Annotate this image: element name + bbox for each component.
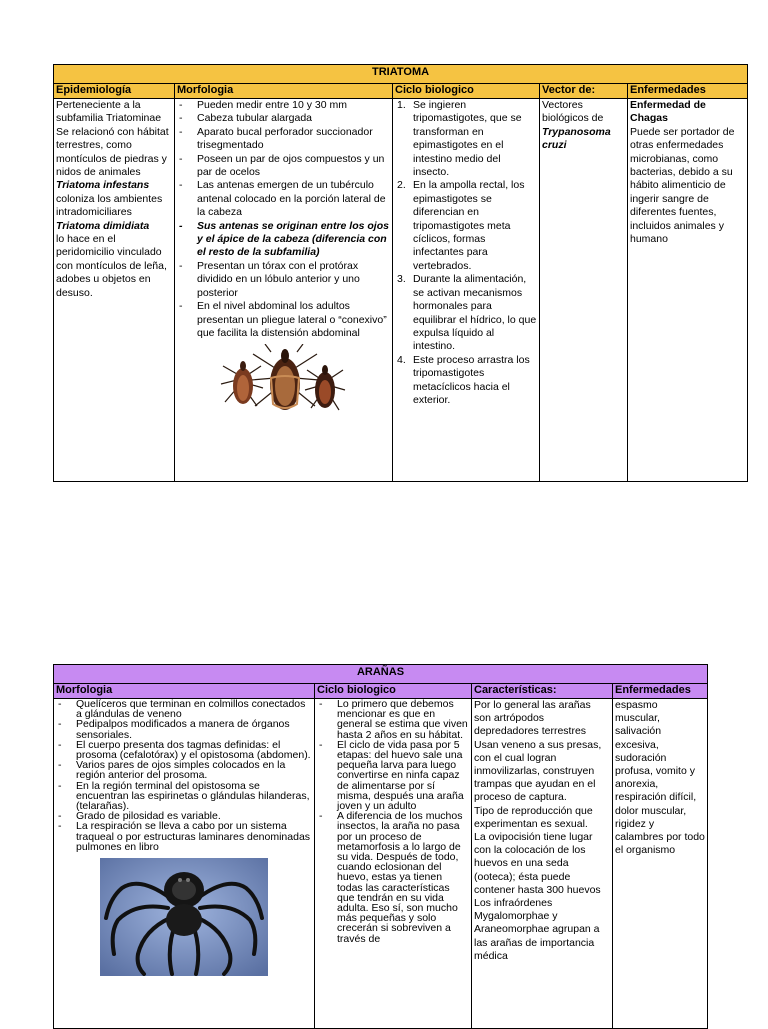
ciclo-list <box>317 699 469 944</box>
list-item: - Sus antenas se originan entre los ojos y el ápice de la cabeza (diferencia con el resto de la subfamilia) <box>177 220 390 260</box>
list-text: Durante la alimentación, se activan mecanismos hormonales para equilibrar el hídrico, lo que expulsa líquido al intestino. <box>413 273 537 353</box>
list-item: - Pueden medir entre 10 y 30 mm <box>177 99 390 112</box>
caracteristicas-cell <box>472 699 613 1029</box>
list-item: - Grado de pilosidad es variable. <box>56 811 312 821</box>
triatoma-title: TRIATOMA <box>54 65 748 84</box>
caract-text-5: Los infraórdenes Mygalomorphae y Araneomorphae agrupan a las arañas de importancia médica <box>474 897 600 962</box>
list-item: - Aparato bucal perforador succionador trisegmentado <box>177 126 390 153</box>
morfologia-list <box>177 99 390 340</box>
epi-species-2: Triatoma dimidiata <box>56 219 150 232</box>
vector-species: Trypanosoma cruzi <box>542 125 611 152</box>
header-morfologia: Morfologia <box>54 684 315 699</box>
caract-text-4: La ovipocisión tiene lugar con la colocación de los huevos en una seda (ooteca); ésta puede contener hasta 300 huevos <box>474 831 601 896</box>
ciclo-biologico-cell <box>393 99 540 482</box>
caract-text-2: Usan veneno a sus presas, con el cual logran inmovilizarlas, construyen trampas que ayudan en el proceso de captura. <box>474 738 602 804</box>
header-vector: Vector de: <box>540 84 628 99</box>
enfermedad-title: Enfermedad de Chagas <box>630 99 706 125</box>
list-text: Este proceso arrastra los tripomastigotes metacíclicos hacia el exterior. <box>413 353 530 406</box>
list-item: - Presentan un tórax con el protórax dividido en un lóbulo anterior y uno posterior <box>177 260 390 300</box>
list-item: - Las antenas emergen de un tubérculo antenal colocado en la porción lateral de la cabeza <box>177 179 390 219</box>
header-enfermedades: Enfermedades <box>628 84 748 99</box>
morfologia-cell <box>175 99 393 482</box>
ciclo-biologico-cell <box>315 699 472 1029</box>
list-item: - Quelíceros que terminan en colmillos conectados a glándulas de veneno <box>56 699 312 719</box>
morfologia-cell <box>54 699 315 1029</box>
list-item: - Varios pares de ojos simples colocados en la región anterior del prosoma. <box>56 760 312 780</box>
list-number: 4. <box>397 353 406 366</box>
enfermedad-text: Puede ser portador de otras enfermedades microbianas, como bacterias, debido a su hábito alimenticio de ingerir sangre de diferentes fuentes, incluidos animales y humano <box>630 125 735 246</box>
list-item: - Pedipalpos modificados a manera de órganos sensoriales. <box>56 719 312 739</box>
list-item: - Cabeza tubular alargada <box>177 112 390 125</box>
enfermedades-cell <box>628 99 748 482</box>
list-item: - En la región terminal del opistosoma se encuentran las espirinetas o glándulas hilanderas, (telarañas). <box>56 781 312 812</box>
caract-text-3: Tipo de reproducción que experimentan es sexual. <box>474 804 593 830</box>
triatoma-table <box>53 64 748 482</box>
enfermedades-cell <box>613 699 708 1029</box>
spider-photo <box>100 858 268 976</box>
list-item: - El ciclo de vida pasa por 5 etapas: del huevo sale una pequeña larva para luego convertirse en ninfa capaz de alimentarse por sí misma, después una araña joven y un adulto <box>317 740 469 811</box>
vector-text <box>542 99 625 153</box>
ciclo-list <box>395 99 537 407</box>
list-item: - A diferencia de los muchos insectos, la araña no pasa por un proceso de metamorfosis a lo largo de su vida. Después de todo, cuando eclosionan del huevo, estas ya tienen todas las características que tendrán en su vida adulta. Eso sí, son mucho más pequeñas y solo crecerán si sobreviven a través de <box>317 811 469 944</box>
list-number: 1. <box>397 99 406 111</box>
epi-text-1: Perteneciente a la subfamilia Triatominae <box>56 99 162 125</box>
aranas-title: ARAÑAS <box>54 665 708 684</box>
list-text: Se ingieren tripomastigotes, que se transforman en epimastigotes en el intestino medio del insecto. <box>413 99 522 179</box>
list-item: - Lo primero que debemos mencionar es que en general se estima que viven hasta 2 años en su hábitat. <box>317 699 469 740</box>
caract-text-1: Por lo general las arañas son artrópodos depredadores terrestres <box>474 699 591 738</box>
list-item <box>395 99 537 179</box>
list-item: - La respiración se lleva a cabo por un sistema traqueal o por estructuras laminares denominadas pulmones en libro <box>56 821 312 852</box>
header-morfologia: Morfologia <box>175 84 393 99</box>
list-item <box>395 273 537 353</box>
epi-text-3: coloniza los ambientes intradomiciliares <box>56 192 163 219</box>
kissing-bugs-photo <box>217 344 347 418</box>
epi-text-4: lo hace en el peridomicilio vinculado con montículos de leña, adobes u objetos en desuso. <box>56 233 167 299</box>
header-ciclo-biologico: Ciclo biologico <box>315 684 472 699</box>
header-ciclo-biologico: Ciclo biologico <box>393 84 540 99</box>
epidemiologia-cell <box>54 99 175 482</box>
morfologia-list <box>56 699 312 852</box>
epi-text-2: Se relacionó con hábitat terrestres, como montículos de piedras y nidos de animales <box>56 125 169 179</box>
aranas-table <box>53 664 708 1029</box>
list-item <box>395 354 537 408</box>
epi-species-1: Triatoma infestans <box>56 179 150 192</box>
header-caracteristicas: Características: <box>472 684 613 699</box>
list-item: - En el nivel abdominal los adultos presentan un pliegue lateral o “conexivo” que facilita la distensión abdominal <box>177 300 390 340</box>
enfermedades-text: espasmo muscular, salivación excesiva, sudoración profusa, vomito y anorexia, respiración difícil, dolor muscular, rigidez y calambres por todo el organismo <box>615 699 705 857</box>
vector-cell <box>540 99 628 482</box>
list-text: En la ampolla rectal, los epimastigotes se diferencian en tripomastigotes meta cíclicos, formas infectantes para vertebrados. <box>413 179 525 272</box>
list-number: 2. <box>397 179 406 192</box>
vector-label: Vectores biológicos de <box>542 99 604 125</box>
list-item: - El cuerpo presenta dos tagmas definidas: el prosoma (cefalotórax) y el opistosoma (abdomen). <box>56 740 312 760</box>
list-number: 3. <box>397 273 406 286</box>
list-item <box>395 179 537 273</box>
list-item: - Poseen un par de ojos compuestos y un par de ocelos <box>177 153 390 180</box>
header-enfermedades: Enfermedades <box>613 684 708 699</box>
header-epidemiologia: Epidemiología <box>54 84 175 99</box>
